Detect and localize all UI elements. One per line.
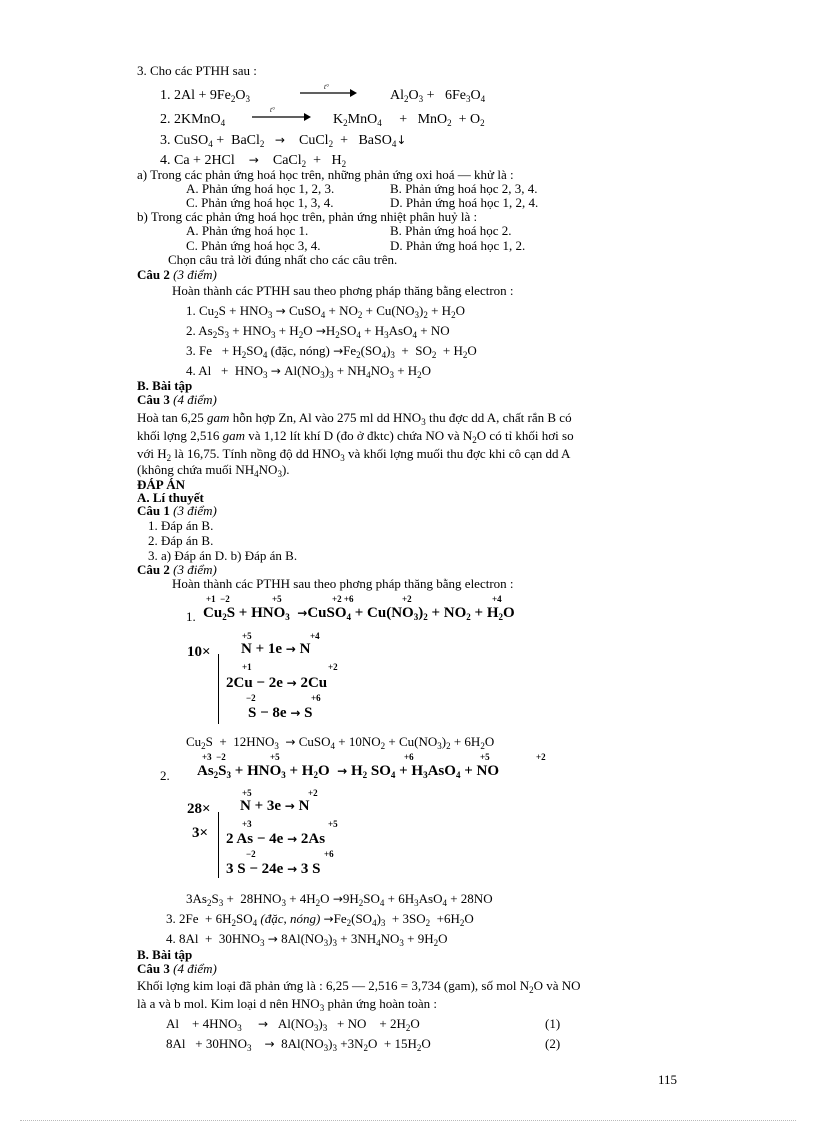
ox-n-plus4: +4	[492, 594, 502, 604]
answer-2: 2. Đáp án B.	[148, 533, 214, 548]
option-b-C: C. Phản ứng hoá học 3, 4.	[186, 238, 321, 253]
option-b-A: A. Phản ứng hoá học 1.	[186, 223, 309, 238]
ox-cu-plus1: +1 −2	[206, 594, 230, 604]
cau2-equation-4: 4. $Al + HNO_3 \to Al(NO_3)_3 + NH_4NO_3 + H_2O$	[186, 363, 432, 380]
ox-s-plus6-2: +6	[404, 752, 414, 762]
cau2-points: (3 điểm)	[173, 267, 217, 282]
answer-3: 3. a) Đáp án D. b) Đáp án B.	[148, 548, 298, 563]
half-reaction-n: N + 1e → N	[241, 641, 311, 657]
unit-gam: gam	[222, 428, 245, 443]
footer-divider	[20, 1120, 796, 1121]
equation-2-products: $K_2MnO_4$ + $MnO_2 + O_2$	[333, 112, 485, 128]
eq1-left: 1. 2Al + 9Fe	[160, 88, 231, 103]
answers-heading: ĐÁP ÁN	[137, 477, 186, 492]
cau3-text-line-2: khối lợng 2,516 gam và 1,12 lít khí D (đo ở đktc) chứa NO và $N_2O$ có tỉ khối hơi so	[137, 428, 574, 445]
cau2-title: Câu 2	[137, 267, 170, 282]
section-a-heading: A. Lí thuyết	[137, 490, 204, 505]
cau3-text-2c: O có tỉ khối hơi so	[476, 428, 574, 443]
option-a-A: A. Phản ứng hoá học 1, 2, 3.	[186, 181, 335, 196]
page-number: 115	[658, 1072, 678, 1087]
cau3-text-3a: với H	[137, 446, 167, 461]
cau3-solution-line-2: là a và b mol. Kim loại d nên $HNO_3$ phản ứng hoàn toàn :	[137, 996, 438, 1013]
equation-1: 1. $2Al + 9Fe_2O_3$	[160, 88, 251, 104]
ox-s-plus6-half2: +6	[324, 849, 334, 859]
cau3-text-line-4: (không chứa muối $NH_4NO_3$).	[137, 462, 290, 479]
eq3-left: 3. CuSO	[160, 133, 209, 148]
ox-s-plus6-half: +6	[311, 693, 321, 703]
answer-1: 1. Đáp án B.	[148, 518, 214, 533]
cau3-sol-2a: là a và b mol. Kim loại d nên HNO	[137, 996, 320, 1011]
ox-s-minus2-half2: −2	[246, 849, 256, 859]
balanced-equation-4: 4. $8Al + 30HNO_3 \to 8Al(NO_3)_3 + 3NH_4NO_3 + 9H_2O$	[166, 931, 448, 948]
cau3-answer-heading	[137, 961, 217, 976]
eq2-left: 2. 2KMnO	[160, 112, 221, 127]
ox-cu-plus2: +2	[402, 594, 412, 604]
ox-s-minus2-half: −2	[246, 693, 256, 703]
half-reaction-as: 2 As − 4e → 2As	[226, 831, 326, 847]
unit-gam: gam	[207, 410, 230, 425]
heat-arrow-2	[250, 106, 312, 122]
reaction-1: Al + $4HNO_3$ → $Al(NO_3)_3$ + NO + $2H_2O$	[166, 1016, 420, 1033]
cau3-points: (4 điểm)	[173, 392, 217, 407]
ox-n-plus4-half: +4	[310, 631, 320, 641]
equation-1-products: $Al_2O_3 + 6Fe_3O_4$	[390, 88, 486, 104]
ox-as-plus5-half: +5	[328, 819, 338, 829]
ox-n-plus2-2: +2	[536, 752, 546, 762]
equation-2: 2. 2KMnO$_4$	[160, 112, 226, 128]
cau2-intro: Hoàn thành các PTHH sau theo phơng pháp thăng bằng electron :	[172, 283, 514, 298]
half-reaction-n-2: N + 3e → N	[240, 798, 310, 814]
half-reaction-s-2: 3 S − 24e → 3 S	[226, 861, 321, 877]
cau3-sol-1b: O và NO	[533, 978, 581, 993]
choose-instruction: Chọn câu trả lời đúng nhất cho các câu trên.	[168, 252, 398, 267]
cau3-text-4: (không chứa muối NH	[137, 462, 255, 477]
q3-intro: 3. Cho các PTHH sau :	[137, 63, 257, 78]
eq4-left: 4. Ca + 2HCl	[160, 153, 235, 168]
option-a-D: D. Phản ứng hoá học 1, 2, 4.	[390, 195, 539, 210]
cau3-sol-1a: Khối lợng kim loại đã phản ứng là : 6,25 — 2,516 = 3,734 (gam), số mol N	[137, 978, 530, 993]
cau2-equation-3: 3. $Fe + H_2SO_4$ (đặc, nóng) $\to Fe_2(SO_4)_3 + SO_2 + H_2O$	[186, 343, 477, 360]
balance-equation-1: $Cu_2S + HNO_3$ →CuSO$_4$ + $Cu(NO_3)_2 + NO_2 + H_2O$	[203, 605, 515, 622]
cau3-text-1a: Hoà tan 6,25	[137, 410, 204, 425]
ox-as-s: +3 −2	[202, 752, 226, 762]
balanced-equation-2: $3As_2S_3 + 28HNO_3 + 4H_2O \to 9H_2SO_4 + 6H_3AsO_4 + 28NO$	[186, 891, 493, 908]
cau2-equation-1: 1. $Cu_2S + HNO_3$ → CuSO$_4$ + $NO_2 + Cu(NO_3)_2 + H_2O$	[186, 303, 465, 320]
multiplier-28: 28×	[187, 801, 211, 817]
cau2-answer-points: (3 điểm)	[173, 562, 217, 577]
cau2-answer-title: Câu 2	[137, 562, 170, 577]
multiplier-10: 10×	[187, 644, 211, 660]
reaction-1-number: (1)	[545, 1016, 561, 1031]
option-a-B: B. Phản ứng hoá học 2, 3, 4.	[390, 181, 538, 196]
eq1-right: Al	[390, 88, 404, 103]
cau3-text-line-1: Hoà tan 6,25 gam hỗn hợp Zn, Al vào 275 ml dd $HNO_3$ thu đợc dd A, chất rắn B có	[137, 410, 572, 427]
svg-text:t°: t°	[324, 83, 329, 91]
cau1-points: (3 điểm)	[173, 503, 217, 518]
cau3-heading	[137, 392, 217, 407]
cau3-text-1c: thu đợc dd A, chất rắn B có	[428, 410, 572, 425]
cau3-title: Câu 3	[137, 392, 170, 407]
cau3-text-1b: hỗn hợp Zn, Al vào 275 ml dd HNO	[232, 410, 422, 425]
cau3-sol-2b: phản ứng hoàn toàn :	[327, 996, 438, 1011]
cau1-heading	[137, 503, 217, 518]
reaction-2-number: (2)	[545, 1036, 561, 1051]
section-b-heading: B. Bài tập	[137, 378, 193, 393]
option-b-D: D. Phản ứng hoá học 1, 2.	[390, 238, 526, 253]
cau3-answer-title: Câu 3	[137, 961, 170, 976]
balanced-equation-1: $Cu_2S + 12HNO_3$ → CuSO$_4$ + $10NO_2 + Cu(NO_3)_2 + 6H_2O$	[186, 734, 495, 751]
section-b-answer-heading: B. Bài tập	[137, 947, 193, 962]
cau3-solution-line-1: Khối lợng kim loại đã phản ứng là : 6,25 — 2,516 = 3,734 (gam), số mol $N_2O$ và NO	[137, 978, 581, 995]
cau3-text-2a: khối lợng 2,516	[137, 428, 220, 443]
cau3-text-3b: là 16,75. Tính nồng độ dd HNO	[174, 446, 341, 461]
part-b-question: b) Trong các phản ứng hoá học trên, phản ứng nhiệt phân huỷ là :	[137, 209, 478, 224]
cau3-text-3c: và khối lợng muối thu đợc khi cô cạn dd A	[348, 446, 571, 461]
balance-eq1-label: 1.	[186, 609, 196, 624]
half-reaction-s: S − 8e → S	[248, 705, 313, 721]
heat-arrow-1	[298, 82, 358, 98]
reaction-2: $8Al + 30HNO_3$ → $8Al(NO_3)_3 +3N_2O + 15H_2O$	[166, 1036, 431, 1053]
cau3-text-2b: và 1,12 lít khí D (đo ở đktc) chứa NO và N	[248, 428, 473, 443]
ox-cu-plus1-half: +1	[242, 662, 252, 672]
ox-cu-plus2-half: +2	[328, 662, 338, 672]
cau3-text-line-3: với $H_2$ là 16,75. Tính nồng độ dd $HNO_3$ và khối lợng muối thu đợc khi cô cạn dd A	[137, 446, 571, 463]
balance-eq2-label: 2.	[160, 768, 170, 783]
cau1-title: Câu 1	[137, 503, 170, 518]
option-a-C: C. Phản ứng hoá học 1, 3, 4.	[186, 195, 334, 210]
ox-n-plus5-half: +5	[242, 631, 252, 641]
brace-1	[218, 654, 219, 724]
brace-2	[218, 812, 219, 878]
ox-cu-s: +2 +6	[332, 594, 354, 604]
equation-4: 4. Ca + 2HCl → CaCl$_2$ + $H_2$	[160, 153, 347, 169]
ox-n-plus5: +5	[272, 594, 282, 604]
cau2-equation-2: 2. $As_2S_3 + HNO_3 + H_2O \to H_2SO_4 + H_3AsO_4$ + NO	[186, 323, 450, 340]
ox-n-plus2-half2: +2	[308, 788, 318, 798]
ox-as-plus5-2: +5	[480, 752, 490, 762]
svg-text:t°: t°	[270, 106, 275, 114]
cau2-heading	[137, 267, 217, 282]
part-a-question: a) Trong các phản ứng hoá học trên, những phản ứng oxi hoá — khử là :	[137, 167, 514, 182]
balance-equation-2: $As_2S_3 + HNO_3 + H_2O \to H_2$ $SO_4 + H_3AsO_4$ + NO	[197, 763, 499, 780]
cau2-answer-heading	[137, 562, 217, 577]
cau3-answer-points: (4 điểm)	[173, 961, 217, 976]
multiplier-3: 3×	[192, 825, 209, 841]
ox-n-plus5-2: +5	[270, 752, 280, 762]
equation-3: 3. CuSO$_4$ + BaCl$_2$ → CuCl$_2$ + BaSO$_4$↓	[160, 133, 407, 149]
cau2-answer-intro: Hoàn thành các PTHH sau theo phơng pháp thăng bằng electron :	[172, 576, 514, 591]
option-b-B: B. Phản ứng hoá học 2.	[390, 223, 512, 238]
ox-as-plus3-half: +3	[242, 819, 252, 829]
balanced-equation-3: 3. $2Fe + 6H_2SO_4$ (đặc, nóng) $\to Fe_2(SO_4)_3 + 3SO_2 +6H_2O$	[166, 911, 474, 928]
ox-n-plus5-half2: +5	[242, 788, 252, 798]
half-reaction-cu: 2Cu − 2e → 2Cu	[226, 675, 328, 691]
